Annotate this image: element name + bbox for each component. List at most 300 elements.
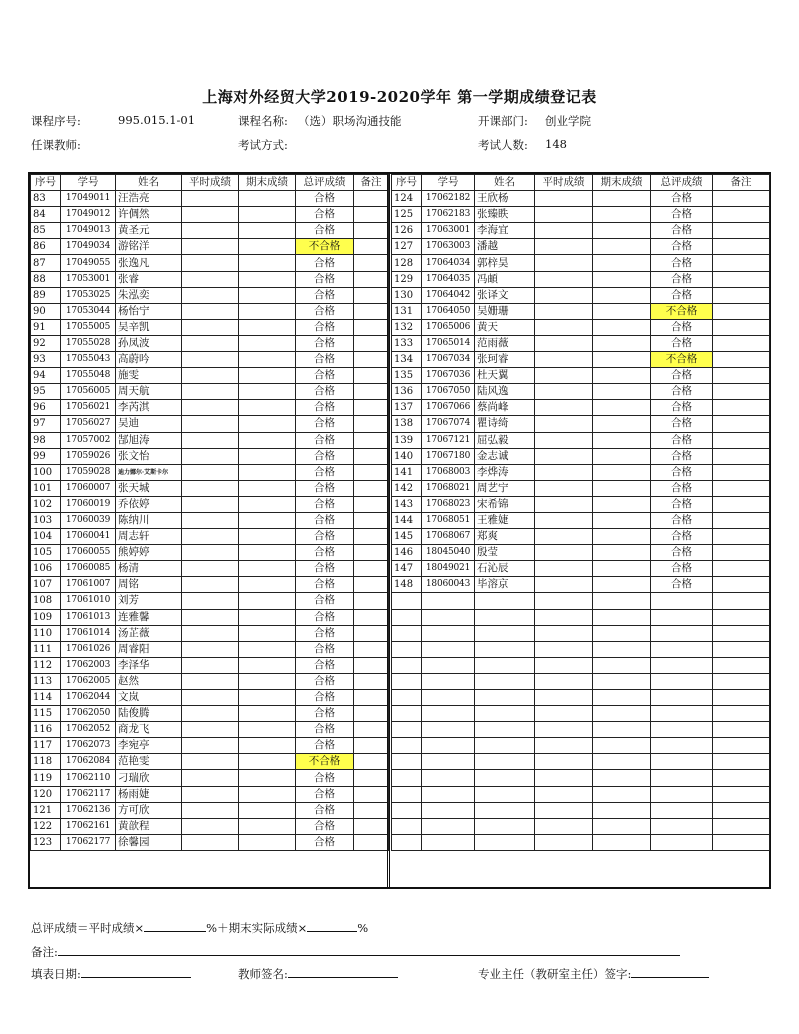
- regular-score-cell[interactable]: [535, 384, 593, 400]
- final-score-cell[interactable]: [593, 191, 651, 207]
- regular-score-cell[interactable]: [535, 480, 593, 496]
- dept-label: 开课部门:: [478, 114, 528, 128]
- student-id-cell: 17067050: [422, 384, 475, 400]
- remark-cell[interactable]: [713, 464, 770, 480]
- regular-score-cell[interactable]: [535, 496, 593, 512]
- final-score-cell[interactable]: [593, 287, 651, 303]
- regular-score-cell[interactable]: [535, 690, 593, 706]
- remark-cell[interactable]: [354, 770, 389, 786]
- final-score-cell[interactable]: [593, 448, 651, 464]
- regular-score-cell[interactable]: [182, 287, 239, 303]
- remark-cell[interactable]: [354, 818, 389, 834]
- regular-score-cell[interactable]: [535, 416, 593, 432]
- final-score-cell[interactable]: [593, 432, 651, 448]
- table-row: [31, 545, 389, 561]
- remark-cell[interactable]: [713, 770, 770, 786]
- remark-cell[interactable]: [354, 561, 389, 577]
- total-grade-cell: 合格: [296, 641, 354, 657]
- final-score-cell[interactable]: [593, 207, 651, 223]
- regular-score-cell[interactable]: [182, 368, 239, 384]
- final-score-cell[interactable]: [593, 368, 651, 384]
- final-score-cell[interactable]: [239, 561, 296, 577]
- regular-score-cell[interactable]: [535, 802, 593, 818]
- remark-cell[interactable]: [354, 255, 389, 271]
- total-grade-cell: 合格: [296, 609, 354, 625]
- remark-cell[interactable]: [354, 207, 389, 223]
- final-score-cell[interactable]: [593, 271, 651, 287]
- final-score-cell[interactable]: [239, 770, 296, 786]
- regular-score-cell[interactable]: [182, 303, 239, 319]
- student-id-cell: 17056027: [61, 416, 116, 432]
- regular-score-cell[interactable]: [535, 303, 593, 319]
- regular-score-cell[interactable]: [182, 673, 239, 689]
- final-score-cell[interactable]: [593, 641, 651, 657]
- remark-cell[interactable]: [713, 319, 770, 335]
- seq-cell: 136: [392, 384, 422, 400]
- seq-cell: 127: [392, 239, 422, 255]
- final-score-cell[interactable]: [593, 690, 651, 706]
- remark-cell[interactable]: [713, 529, 770, 545]
- regular-score-cell[interactable]: [182, 223, 239, 239]
- remark-cell[interactable]: [713, 561, 770, 577]
- regular-score-cell[interactable]: [182, 319, 239, 335]
- final-score-cell[interactable]: [239, 416, 296, 432]
- final-score-cell[interactable]: [239, 432, 296, 448]
- regular-score-cell[interactable]: [535, 770, 593, 786]
- regular-score-cell[interactable]: [535, 335, 593, 351]
- final-score-cell[interactable]: [239, 400, 296, 416]
- final-score-cell[interactable]: [593, 625, 651, 641]
- student-name-cell: [475, 770, 535, 786]
- regular-score-cell[interactable]: [535, 609, 593, 625]
- regular-score-cell[interactable]: [535, 593, 593, 609]
- final-score-cell[interactable]: [239, 496, 296, 512]
- remark-cell[interactable]: [354, 802, 389, 818]
- remark-cell[interactable]: [354, 239, 389, 255]
- remark-cell[interactable]: [713, 239, 770, 255]
- remark-cell[interactable]: [354, 512, 389, 528]
- regular-score-cell[interactable]: [535, 512, 593, 528]
- remark-cell[interactable]: [713, 786, 770, 802]
- remark-cell[interactable]: [713, 335, 770, 351]
- remark-cell[interactable]: [354, 368, 389, 384]
- regular-score-cell[interactable]: [182, 400, 239, 416]
- regular-score-cell[interactable]: [182, 593, 239, 609]
- regular-score-cell[interactable]: [535, 545, 593, 561]
- final-score-cell[interactable]: [239, 738, 296, 754]
- student-id-cell: 17065014: [422, 335, 475, 351]
- remark-cell[interactable]: [713, 673, 770, 689]
- final-score-cell[interactable]: [239, 673, 296, 689]
- regular-score-cell[interactable]: [535, 400, 593, 416]
- remark-cell[interactable]: [354, 384, 389, 400]
- regular-score-cell[interactable]: [182, 754, 239, 770]
- regular-score-cell[interactable]: [182, 786, 239, 802]
- regular-score-cell[interactable]: [535, 706, 593, 722]
- regular-score-cell[interactable]: [535, 529, 593, 545]
- regular-score-cell[interactable]: [182, 480, 239, 496]
- remark-cell[interactable]: [713, 416, 770, 432]
- remark-cell[interactable]: [713, 512, 770, 528]
- table-row: [31, 432, 389, 448]
- regular-score-cell[interactable]: [535, 738, 593, 754]
- seq-cell: 121: [31, 802, 61, 818]
- regular-score-cell[interactable]: [182, 657, 239, 673]
- remark-cell[interactable]: [354, 690, 389, 706]
- remark-cell[interactable]: [713, 480, 770, 496]
- final-score-cell[interactable]: [593, 738, 651, 754]
- remark-cell[interactable]: [354, 480, 389, 496]
- table-row: [31, 368, 389, 384]
- final-score-cell[interactable]: [239, 255, 296, 271]
- final-score-cell[interactable]: [239, 384, 296, 400]
- total-grade-cell: [651, 722, 713, 738]
- regular-score-cell[interactable]: [182, 802, 239, 818]
- remark-cell[interactable]: [354, 223, 389, 239]
- final-score-cell[interactable]: [239, 448, 296, 464]
- regular-score-cell[interactable]: [535, 577, 593, 593]
- final-score-cell[interactable]: [593, 529, 651, 545]
- final-score-cell[interactable]: [593, 255, 651, 271]
- final-score-cell[interactable]: [593, 818, 651, 834]
- remark-cell[interactable]: [713, 432, 770, 448]
- remark-cell[interactable]: [713, 657, 770, 673]
- final-score-cell[interactable]: [239, 464, 296, 480]
- regular-score-cell[interactable]: [182, 770, 239, 786]
- final-score-cell[interactable]: [593, 722, 651, 738]
- remark-cell[interactable]: [713, 818, 770, 834]
- remark-cell[interactable]: [713, 271, 770, 287]
- final-score-cell[interactable]: [593, 802, 651, 818]
- remark-cell[interactable]: [354, 786, 389, 802]
- final-score-cell[interactable]: [593, 657, 651, 673]
- regular-score-cell[interactable]: [535, 239, 593, 255]
- remark-cell[interactable]: [354, 706, 389, 722]
- regular-score-cell[interactable]: [535, 673, 593, 689]
- regular-score-cell[interactable]: [535, 223, 593, 239]
- header-regular: 平时成绩: [535, 175, 593, 191]
- remark-cell[interactable]: [354, 319, 389, 335]
- remark-cell[interactable]: [354, 416, 389, 432]
- final-score-cell[interactable]: [239, 512, 296, 528]
- regular-score-cell[interactable]: [182, 255, 239, 271]
- final-score-cell[interactable]: [593, 561, 651, 577]
- table-row: [392, 529, 770, 545]
- regular-score-cell[interactable]: [535, 287, 593, 303]
- regular-score-cell[interactable]: [182, 641, 239, 657]
- remark-cell[interactable]: [354, 754, 389, 770]
- remark-cell[interactable]: [713, 593, 770, 609]
- regular-score-cell[interactable]: [182, 207, 239, 223]
- regular-score-cell[interactable]: [535, 641, 593, 657]
- remark-cell[interactable]: [713, 191, 770, 207]
- regular-score-cell[interactable]: [535, 786, 593, 802]
- student-id-cell: [422, 673, 475, 689]
- student-name-cell: 黄圣元: [116, 223, 182, 239]
- regular-score-cell[interactable]: [182, 545, 239, 561]
- student-id-cell: 17059028: [61, 464, 116, 480]
- final-score-cell[interactable]: [593, 335, 651, 351]
- remark-cell[interactable]: [713, 641, 770, 657]
- remark-cell[interactable]: [713, 545, 770, 561]
- final-score-cell[interactable]: [593, 770, 651, 786]
- student-id-cell: 17062084: [61, 754, 116, 770]
- regular-score-cell[interactable]: [182, 464, 239, 480]
- seq-cell: 97: [31, 416, 61, 432]
- final-score-cell[interactable]: [593, 400, 651, 416]
- date-field[interactable]: [81, 966, 191, 978]
- regular-score-cell[interactable]: [182, 561, 239, 577]
- final-score-cell[interactable]: [593, 303, 651, 319]
- final-score-cell[interactable]: [239, 335, 296, 351]
- final-score-cell[interactable]: [593, 464, 651, 480]
- regular-score-cell[interactable]: [182, 191, 239, 207]
- final-score-cell[interactable]: [239, 577, 296, 593]
- final-weight-field[interactable]: [307, 920, 357, 932]
- final-score-cell[interactable]: [239, 545, 296, 561]
- regular-score-cell[interactable]: [182, 577, 239, 593]
- final-score-cell[interactable]: [239, 529, 296, 545]
- final-score-cell[interactable]: [593, 609, 651, 625]
- regular-score-cell[interactable]: [535, 722, 593, 738]
- student-name-cell: 郑爽: [475, 529, 535, 545]
- student-id-cell: 17064035: [422, 271, 475, 287]
- remark-cell[interactable]: [354, 496, 389, 512]
- regular-score-cell[interactable]: [535, 191, 593, 207]
- final-score-cell[interactable]: [239, 319, 296, 335]
- final-score-cell[interactable]: [239, 706, 296, 722]
- remark-cell[interactable]: [713, 577, 770, 593]
- regular-score-cell[interactable]: [535, 352, 593, 368]
- final-score-cell[interactable]: [239, 480, 296, 496]
- course-no-value: 995.015.1-01: [118, 113, 196, 127]
- remark-cell[interactable]: [354, 448, 389, 464]
- remark-cell[interactable]: [354, 609, 389, 625]
- remark-cell[interactable]: [713, 754, 770, 770]
- final-score-cell[interactable]: [593, 239, 651, 255]
- regular-score-cell[interactable]: [182, 512, 239, 528]
- final-score-cell[interactable]: [239, 287, 296, 303]
- teacher-sign-label: 教师签名:: [238, 967, 288, 981]
- final-score-cell[interactable]: [593, 480, 651, 496]
- remark-cell[interactable]: [713, 384, 770, 400]
- final-score-cell[interactable]: [593, 352, 651, 368]
- regular-score-cell[interactable]: [182, 818, 239, 834]
- total-grade-cell: 不合格: [651, 352, 713, 368]
- final-score-cell[interactable]: [239, 802, 296, 818]
- table-row: [31, 818, 389, 834]
- regular-score-cell[interactable]: [182, 432, 239, 448]
- regular-score-cell[interactable]: [535, 432, 593, 448]
- table-row: [31, 416, 389, 432]
- final-score-cell[interactable]: [239, 368, 296, 384]
- remark-cell[interactable]: [354, 400, 389, 416]
- regular-score-cell[interactable]: [182, 834, 239, 850]
- final-score-cell[interactable]: [593, 754, 651, 770]
- final-score-cell[interactable]: [239, 609, 296, 625]
- regular-score-cell[interactable]: [535, 271, 593, 287]
- final-score-cell[interactable]: [593, 319, 651, 335]
- final-score-cell[interactable]: [239, 786, 296, 802]
- total-grade-cell: 合格: [296, 207, 354, 223]
- final-score-cell[interactable]: [239, 271, 296, 287]
- regular-score-cell[interactable]: [535, 625, 593, 641]
- regular-score-cell[interactable]: [535, 368, 593, 384]
- regular-score-cell[interactable]: [535, 834, 593, 850]
- regular-score-cell[interactable]: [182, 738, 239, 754]
- final-score-cell[interactable]: [593, 673, 651, 689]
- final-score-cell[interactable]: [593, 706, 651, 722]
- remark-cell[interactable]: [713, 368, 770, 384]
- final-score-cell[interactable]: [593, 786, 651, 802]
- remark-cell[interactable]: [713, 738, 770, 754]
- remark-cell[interactable]: [713, 690, 770, 706]
- remark-cell[interactable]: [713, 352, 770, 368]
- regular-score-cell[interactable]: [535, 448, 593, 464]
- remark-cell[interactable]: [713, 496, 770, 512]
- remarks-field[interactable]: [58, 944, 680, 956]
- final-score-cell[interactable]: [239, 641, 296, 657]
- regular-score-cell[interactable]: [182, 239, 239, 255]
- remark-cell[interactable]: [713, 722, 770, 738]
- final-score-cell[interactable]: [239, 303, 296, 319]
- regular-score-cell[interactable]: [182, 352, 239, 368]
- seq-cell: 94: [31, 368, 61, 384]
- regular-score-cell[interactable]: [182, 722, 239, 738]
- final-score-cell[interactable]: [593, 496, 651, 512]
- regular-score-cell[interactable]: [535, 657, 593, 673]
- seq-cell: [392, 609, 422, 625]
- remark-cell[interactable]: [354, 577, 389, 593]
- regular-score-cell[interactable]: [535, 464, 593, 480]
- regular-score-cell[interactable]: [535, 561, 593, 577]
- director-sign-field[interactable]: [631, 966, 709, 978]
- final-score-cell[interactable]: [239, 690, 296, 706]
- remark-cell[interactable]: [713, 706, 770, 722]
- regular-score-cell[interactable]: [182, 416, 239, 432]
- student-name-cell: 吴迪: [116, 416, 182, 432]
- regular-score-cell[interactable]: [182, 609, 239, 625]
- final-score-cell[interactable]: [593, 512, 651, 528]
- regular-score-cell[interactable]: [535, 319, 593, 335]
- remark-cell[interactable]: [354, 303, 389, 319]
- student-name-cell: 瞿诗绮: [475, 416, 535, 432]
- teacher-sign-field[interactable]: [288, 966, 398, 978]
- regular-score-cell[interactable]: [182, 384, 239, 400]
- regular-score-cell[interactable]: [182, 706, 239, 722]
- regular-score-cell[interactable]: [182, 448, 239, 464]
- regular-score-cell[interactable]: [535, 754, 593, 770]
- student-name-cell: [475, 706, 535, 722]
- remark-cell[interactable]: [713, 287, 770, 303]
- remark-cell[interactable]: [713, 834, 770, 850]
- table-row: [31, 625, 389, 641]
- final-score-cell[interactable]: [239, 191, 296, 207]
- remark-cell[interactable]: [713, 448, 770, 464]
- remark-cell[interactable]: [713, 255, 770, 271]
- total-grade-cell: 合格: [651, 255, 713, 271]
- remark-cell[interactable]: [354, 738, 389, 754]
- date-label: 填表日期:: [31, 967, 81, 981]
- regular-score-cell[interactable]: [182, 690, 239, 706]
- remark-cell[interactable]: [713, 609, 770, 625]
- final-score-cell[interactable]: [239, 657, 296, 673]
- regular-score-cell[interactable]: [535, 207, 593, 223]
- remark-cell[interactable]: [354, 352, 389, 368]
- student-name-cell: 黄天: [475, 319, 535, 335]
- remark-cell[interactable]: [354, 191, 389, 207]
- regular-weight-field[interactable]: [144, 920, 206, 932]
- final-score-cell[interactable]: [239, 593, 296, 609]
- regular-score-cell[interactable]: [182, 625, 239, 641]
- remark-cell[interactable]: [354, 271, 389, 287]
- exam-count-label: 考试人数:: [478, 138, 528, 152]
- regular-score-cell[interactable]: [182, 496, 239, 512]
- regular-score-cell[interactable]: [182, 335, 239, 351]
- remark-cell[interactable]: [354, 673, 389, 689]
- remark-cell[interactable]: [354, 287, 389, 303]
- final-score-cell[interactable]: [593, 834, 651, 850]
- remark-cell[interactable]: [354, 834, 389, 850]
- total-grade-cell: 合格: [296, 400, 354, 416]
- final-score-cell[interactable]: [239, 625, 296, 641]
- remark-cell[interactable]: [354, 464, 389, 480]
- student-id-cell: 17068021: [422, 480, 475, 496]
- regular-score-cell[interactable]: [182, 529, 239, 545]
- total-grade-cell: 合格: [296, 577, 354, 593]
- regular-score-cell[interactable]: [535, 818, 593, 834]
- final-score-cell[interactable]: [239, 834, 296, 850]
- remark-cell[interactable]: [354, 657, 389, 673]
- remark-cell[interactable]: [354, 335, 389, 351]
- final-score-cell[interactable]: [239, 352, 296, 368]
- final-score-cell[interactable]: [239, 239, 296, 255]
- regular-score-cell[interactable]: [535, 255, 593, 271]
- remark-cell[interactable]: [354, 722, 389, 738]
- remark-cell[interactable]: [713, 303, 770, 319]
- final-score-cell[interactable]: [239, 754, 296, 770]
- final-score-cell[interactable]: [593, 577, 651, 593]
- final-score-cell[interactable]: [239, 722, 296, 738]
- remark-cell[interactable]: [354, 432, 389, 448]
- remark-cell[interactable]: [713, 207, 770, 223]
- final-score-cell[interactable]: [593, 223, 651, 239]
- final-score-cell[interactable]: [593, 384, 651, 400]
- final-score-cell[interactable]: [239, 818, 296, 834]
- remark-cell[interactable]: [713, 400, 770, 416]
- table-row: [392, 271, 770, 287]
- final-score-cell[interactable]: [239, 223, 296, 239]
- regular-score-cell[interactable]: [182, 271, 239, 287]
- table-row: [392, 512, 770, 528]
- table-row: [392, 416, 770, 432]
- student-id-cell: 17057002: [61, 432, 116, 448]
- final-score-cell[interactable]: [593, 545, 651, 561]
- remark-cell[interactable]: [713, 223, 770, 239]
- remark-cell[interactable]: [713, 802, 770, 818]
- remark-cell[interactable]: [354, 625, 389, 641]
- student-id-cell: 17062136: [61, 802, 116, 818]
- remark-cell[interactable]: [354, 529, 389, 545]
- final-score-cell[interactable]: [593, 593, 651, 609]
- remark-cell[interactable]: [354, 641, 389, 657]
- final-score-cell[interactable]: [593, 416, 651, 432]
- remark-cell[interactable]: [354, 593, 389, 609]
- remark-cell[interactable]: [713, 625, 770, 641]
- remark-cell[interactable]: [354, 545, 389, 561]
- total-grade-cell: 合格: [296, 786, 354, 802]
- final-score-cell[interactable]: [239, 207, 296, 223]
